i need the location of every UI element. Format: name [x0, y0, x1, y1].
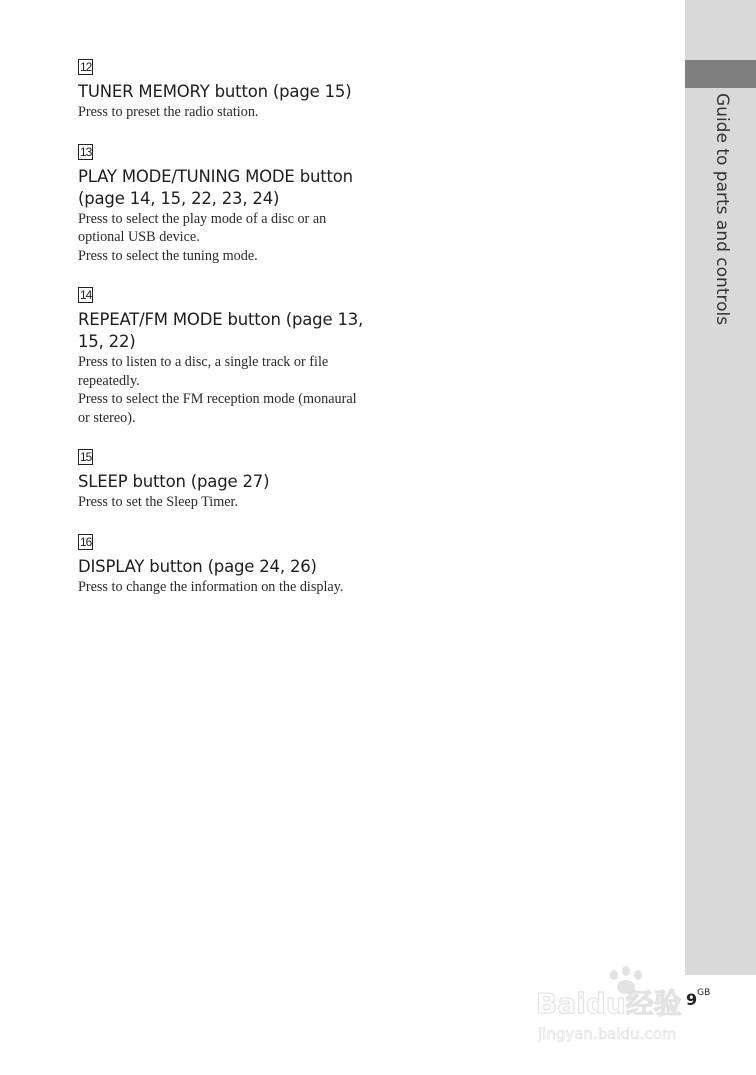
page-number-suffix: GB: [697, 988, 711, 998]
item-description: Press to select the play mode of a disc or an optional USB device.: [78, 210, 327, 245]
baidu-watermark-logo: [536, 965, 716, 1045]
item-heading: DISPLAY button (page 24, 26): [78, 556, 317, 576]
list-item: [78, 533, 368, 597]
list-item: [78, 448, 368, 512]
list-item: [78, 143, 368, 266]
list-item: [78, 58, 368, 122]
item-heading: TUNER MEMORY button (page 15): [78, 82, 352, 101]
section-title: Guide to parts and controls: [712, 93, 732, 326]
item-description: Press to change the information on the display.: [78, 578, 344, 595]
list-item: [78, 286, 368, 427]
item-description: Press to preset the radio station.: [78, 104, 259, 120]
item-number: 14: [80, 288, 92, 302]
page-number-value: 9: [686, 990, 698, 1009]
item-description: Press to set the Sleep Timer.: [78, 494, 239, 510]
item-heading: REPEAT/FM MODE button (page 13, 15, 22): [78, 310, 364, 351]
item-number: 15: [80, 450, 92, 464]
side-tab-marker: [685, 60, 756, 88]
item-number: 16: [80, 534, 92, 549]
watermark-brand: Baidu经验: [536, 987, 682, 1020]
watermark-url: jingyan.baidu.com: [538, 1025, 677, 1043]
item-number: 13: [80, 144, 92, 159]
item-number: 12: [80, 60, 92, 74]
item-heading: PLAY MODE/TUNING MODE button (page 14, 15, 22, 23, 24): [78, 166, 353, 208]
manual-content: [78, 58, 368, 617]
item-description: Press to select the tuning mode.: [78, 247, 258, 264]
item-description: Press to select the FM reception mode (monaural or stereo).: [78, 391, 357, 426]
item-heading: SLEEP button (page 27): [78, 472, 270, 491]
item-description: Press to listen to a disc, a single track or file repeatedly.: [78, 354, 329, 389]
